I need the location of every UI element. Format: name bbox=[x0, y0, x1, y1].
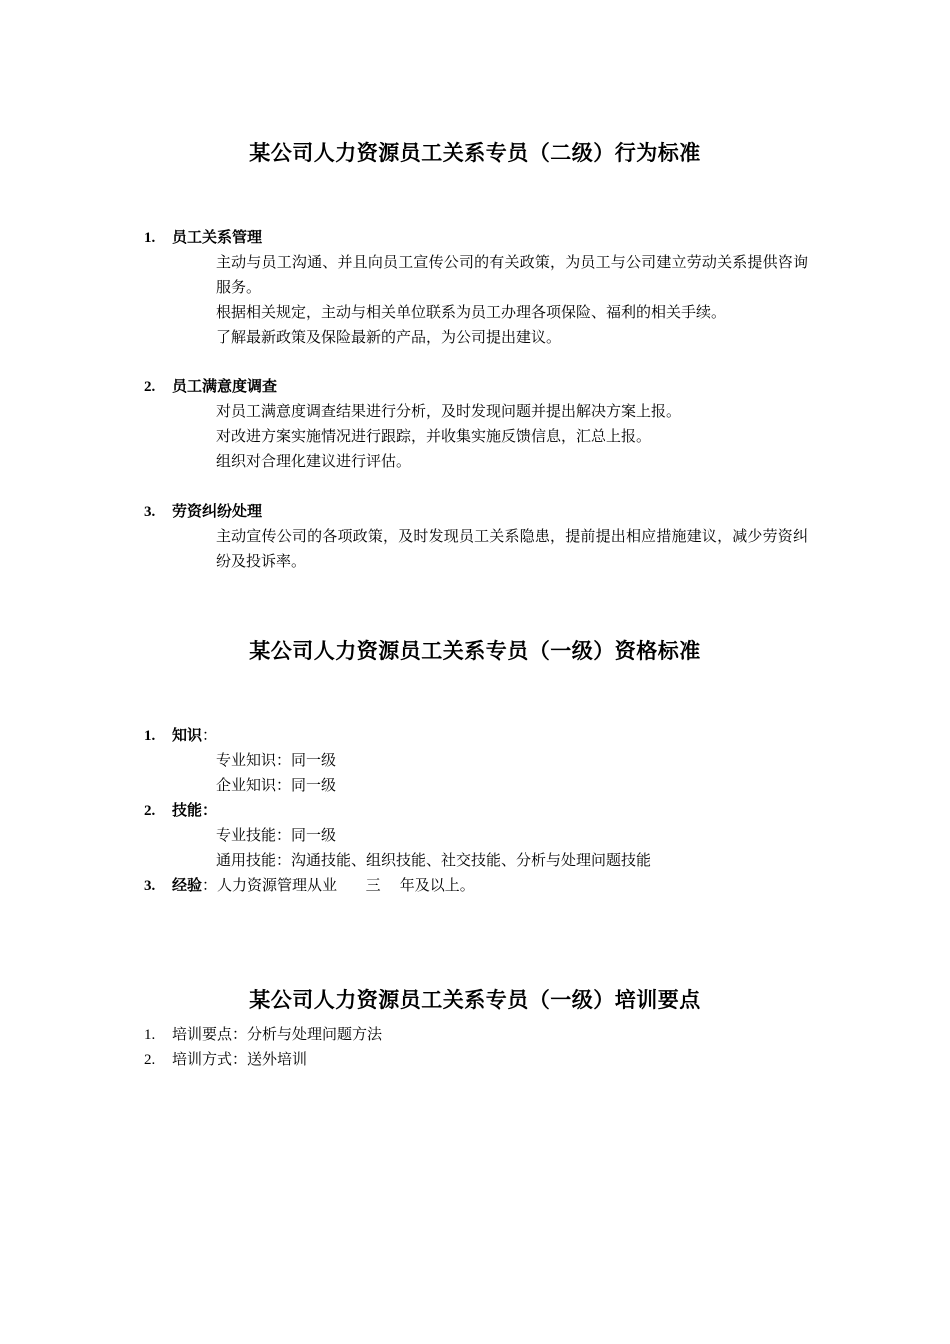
item-text: 培训要点：分析与处理问题方法 bbox=[172, 1025, 383, 1043]
item-number: 2. bbox=[144, 1052, 156, 1068]
item-label: 劳资纠纷处理 bbox=[172, 502, 263, 520]
item-number: 3. bbox=[144, 504, 156, 520]
item-paragraph: 对改进方案实施情况进行跟踪，并收集实施反馈信息，汇总上报。 bbox=[216, 427, 652, 445]
item-number: 2. bbox=[144, 803, 156, 819]
item-heading-employee-relations bbox=[144, 227, 262, 248]
item-label: 员工满意度调查 bbox=[172, 377, 278, 395]
section-title-qualification-standard: 某公司人力资源员工关系专员（一级）资格标准 bbox=[249, 639, 701, 663]
item-number: 1. bbox=[144, 1027, 156, 1043]
item-label: 技能： bbox=[172, 801, 218, 819]
item-paragraph: 根据相关规定，主动与相关单位联系为员工办理各项保险、福利的相关手续。 bbox=[216, 303, 727, 321]
item-paragraph: 主动宣传公司的各项政策，及时发现员工关系隐患，提前提出相应措施建议，减少劳资纠纷及投诉率。 bbox=[216, 527, 808, 570]
item-label-suffix: ： bbox=[202, 726, 218, 744]
item-paragraph: 专业知识：同一级 bbox=[216, 751, 337, 769]
item-number: 2. bbox=[144, 379, 156, 395]
item-heading-skills bbox=[144, 800, 217, 821]
item-label-suffix: ：人力资源管理从业 三 年及以上。 bbox=[202, 876, 475, 894]
item-paragraph: 主动与员工沟通、并且向员工宣传公司的有关政策，为员工与公司建立劳动关系提供咨询服务。 bbox=[216, 253, 808, 296]
item-heading-labor-dispute bbox=[144, 501, 262, 522]
item-paragraph: 对员工满意度调查结果进行分析，及时发现问题并提出解决方案上报。 bbox=[216, 402, 682, 420]
section-title-training-points: 某公司人力资源员工关系专员（一级）培训要点 bbox=[249, 988, 701, 1012]
training-item bbox=[144, 1049, 307, 1070]
item-number: 1. bbox=[144, 728, 156, 744]
item-text: 培训方式：送外培训 bbox=[172, 1050, 308, 1068]
item-heading-knowledge bbox=[144, 725, 217, 746]
item-paragraph: 企业知识：同一级 bbox=[216, 776, 337, 794]
item-heading-satisfaction-survey bbox=[144, 376, 277, 397]
item-number: 3. bbox=[144, 878, 156, 894]
training-item bbox=[144, 1024, 382, 1045]
item-label: 知识 bbox=[172, 726, 203, 744]
item-label: 员工关系管理 bbox=[172, 228, 263, 246]
item-paragraph: 组织对合理化建议进行评估。 bbox=[216, 452, 412, 470]
item-paragraph: 通用技能：沟通技能、组织技能、社交技能、分析与处理问题技能 bbox=[216, 851, 652, 869]
item-paragraph: 了解最新政策及保险最新的产品，为公司提出建议。 bbox=[216, 328, 562, 346]
item-label: 经验 bbox=[172, 876, 203, 894]
item-paragraph: 专业技能：同一级 bbox=[216, 826, 337, 844]
section-title-behavior-standard: 某公司人力资源员工关系专员（二级）行为标准 bbox=[249, 141, 701, 165]
item-heading-experience bbox=[144, 875, 475, 896]
item-number: 1. bbox=[144, 230, 156, 246]
